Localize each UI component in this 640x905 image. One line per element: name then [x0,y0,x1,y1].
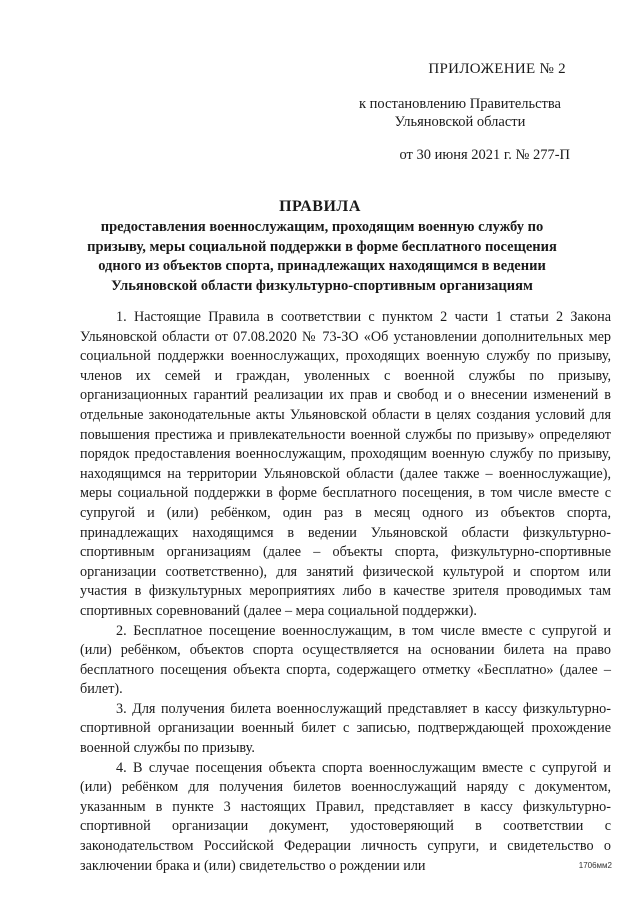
document-subtitle: предоставления военнослужащим, проходящим военную службу по призыву, меры социальной поддержки в форме бесплатного посещения одного из объектов спорта, принадлежащих находящимся в ведении Ульяновской области физкультурно-спортивным организациям [87,219,557,294]
paragraph-3: 3. Для получения билета военнослужащий представляет в кассу физкультурно-спортивной организации военный билет с записью, подтверждающей прохождение военной службы по призыву. [80,700,611,757]
paragraph-2: 2. Бесплатное посещение военнослужащим, в том числе вместе с супругой и (или) ребёнком, объектов спорта осуществляется на основании билета на право бесплатного посещения объекта спорта, содержащего отметку «Бесплатно» (далее – билет). [80,622,611,698]
document-title: ПРАВИЛА [279,198,361,215]
resolution-date: от 30 июня 2021 г. № 277-П [399,147,570,163]
document-body [80,308,611,876]
document-code: 1706мм2 [578,861,612,870]
appendix-label: ПРИЛОЖЕНИЕ № 2 [428,61,566,77]
paragraph-1: 1. Настоящие Правила в соответствии с пунктом 2 части 1 статьи 2 Закона Ульяновской области от 07.08.2020 № 73-ЗО «Об установлении дополнительных мер социальной поддержки военнослужащих, проходящих военную службу по призыву, членов их семей и граждан, уволенных с военной службы по призыву, организационных гарантий реализации их прав и свобод и о внесении изменений в отдельные законодательные акты Ульяновской области в целях создания условий для повышения престижа и привлекательности военной службы по призыву» определяют порядок предоставления военнослужащим, проходящим военную службу по призыву, находящимся на территории Ульяновской области (далее также – военнослужащие), меры социальной поддержки в форме бесплатного посещения, в том числе вместе с супругой и (или) ребёнком, один раз в месяц одного из объектов спорта, принадлежащих находящимся в ведении Ульяновской области физкультурно-спортивным организациям (далее – объекты спорта, физкультурно-спортивные организации соответственно), для занятий физической культурой и спортом или участия в физкультурных мероприятиях либо в качестве зрителя проводимых там спортивных соревнований (далее – мера социальной поддержки). [80,309,611,619]
resolution-reference: к постановлению Правительства Ульяновской области [359,96,561,130]
paragraph-4: 4. В случае посещения объекта спорта военнослужащим вместе с супругой и (или) ребёнком для получения билетов военнослужащий наряду с документом, указанным в пункте 3 настоящих Правил, представляет в кассу физкультурно-спортивной организации документ, удостоверяющий в соответствии с законодательством Российской Федерации личность супруги, и свидетельство о заключении брака и (или) свидетельство о рождении или [80,759,611,874]
